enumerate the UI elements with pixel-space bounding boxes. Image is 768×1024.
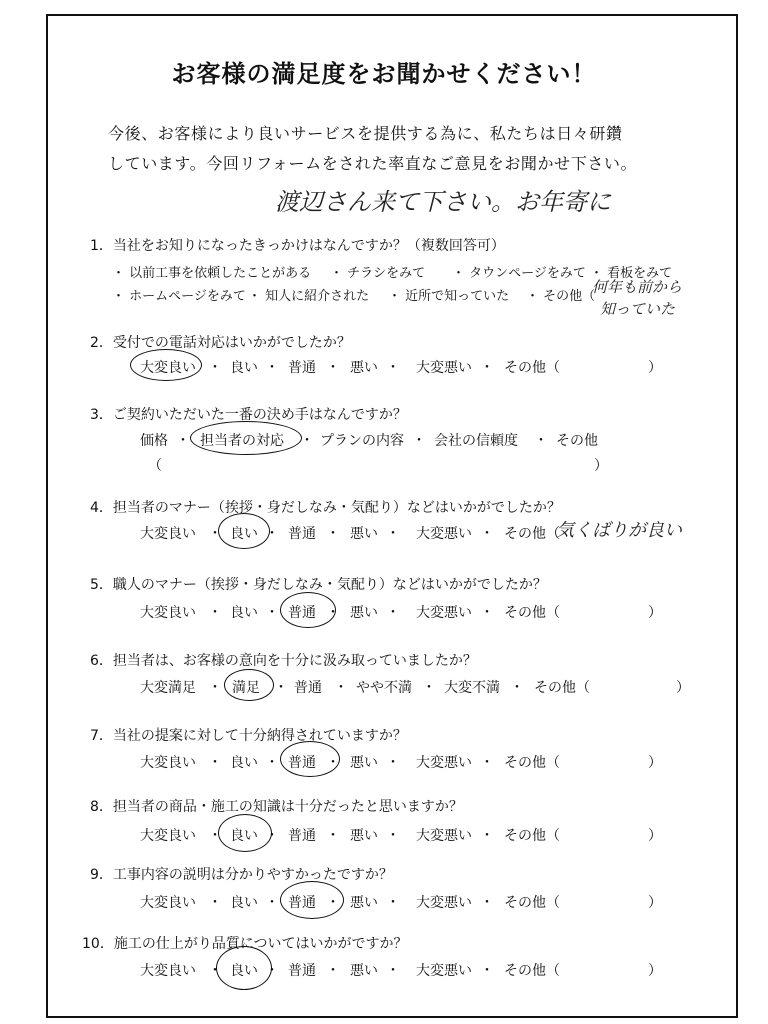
q2-option-normal[interactable]: 普通 <box>288 360 316 376</box>
q1-option-previous-work[interactable]: ・ 以前工事を依頼したことがある <box>112 266 312 281</box>
separator: ・ <box>412 433 426 449</box>
separator: ・ <box>265 526 279 542</box>
q10-option-bad[interactable]: 悪い <box>350 963 378 979</box>
q7-option-other[interactable]: その他（ <box>504 755 560 771</box>
q6-option-somewhat-dissatisfied[interactable]: やや不満 <box>356 680 412 696</box>
separator: ・ <box>480 755 494 771</box>
separator: ・ <box>480 963 494 979</box>
question-9-label: 9．工事内容の説明は分かりやすかったですか？ <box>90 867 393 883</box>
q4-option-normal[interactable]: 普通 <box>288 526 316 542</box>
separator: ・ <box>510 680 524 696</box>
q9-option-bad[interactable]: 悪い <box>350 895 378 911</box>
question-2-label: 2．受付での電話対応はいかがでしたか？ <box>90 335 351 351</box>
q4-option-very-bad[interactable]: 大変悪い <box>416 526 472 542</box>
q4-handwritten-other: 気くばりが良い <box>556 520 682 541</box>
q1-option-acquaintance[interactable]: ・ 知人に紹介された <box>248 289 370 304</box>
q8-option-normal[interactable]: 普通 <box>288 828 316 844</box>
q4-option-very-good[interactable]: 大変良い <box>140 526 196 542</box>
q2-option-good[interactable]: 良い <box>230 360 258 376</box>
q3-option-trust[interactable]: 会社の信頼度 <box>434 433 518 449</box>
separator: ・ <box>326 895 340 911</box>
separator: ・ <box>480 360 494 376</box>
q1-option-other[interactable]: ・ その他（ <box>526 289 596 304</box>
separator: ・ <box>300 433 314 449</box>
close-paren: ） <box>648 755 662 771</box>
q9-option-very-bad[interactable]: 大変悪い <box>416 895 472 911</box>
q5-option-bad[interactable]: 悪い <box>350 605 378 621</box>
separator: ・ <box>480 526 494 542</box>
separator: ・ <box>386 360 400 376</box>
q7-option-very-bad[interactable]: 大変悪い <box>416 755 472 771</box>
question-10-label: 10．施工の仕上がり品質についてはいかがですか？ <box>82 936 408 952</box>
q3-selection-circle <box>190 421 302 455</box>
separator: ・ <box>265 963 279 979</box>
q3-option-other[interactable]: その他 <box>556 433 598 449</box>
close-paren: ） <box>648 828 662 844</box>
separator: ・ <box>386 526 400 542</box>
q5-option-very-good[interactable]: 大変良い <box>140 605 196 621</box>
q9-selection-circle <box>280 881 344 919</box>
q2-option-other[interactable]: その他（ <box>504 360 560 376</box>
question-5-label: 5．職人のマナー（挨拶・身だしなみ・気配り）などはいかがでしたか？ <box>90 577 547 593</box>
intro-line-2: しています。今回リフォームをされた率直なご意見をお聞かせ下さい。 <box>108 154 638 173</box>
q5-option-very-bad[interactable]: 大変悪い <box>416 605 472 621</box>
separator: ・ <box>326 360 340 376</box>
separator: ・ <box>386 963 400 979</box>
question-3-label: 3．ご契約いただいた一番の決め手はなんですか？ <box>90 407 407 423</box>
separator: ・ <box>326 755 340 771</box>
q4-option-good[interactable]: 良い <box>230 526 258 542</box>
q9-option-other[interactable]: その他（ <box>504 895 560 911</box>
separator: ・ <box>265 828 279 844</box>
close-paren: ） <box>648 605 662 621</box>
separator: ・ <box>208 680 222 696</box>
q9-option-normal[interactable]: 普通 <box>288 895 316 911</box>
separator: ・ <box>274 680 288 696</box>
q2-option-very-good[interactable]: 大変良い <box>140 360 196 376</box>
q1-handwritten-other-1: 何年も前から <box>592 278 683 296</box>
q1-option-flyer[interactable]: ・ チラシをみて <box>330 266 426 281</box>
q6-option-satisfied[interactable]: 満足 <box>232 680 260 696</box>
separator: ・ <box>176 433 190 449</box>
q8-option-very-good[interactable]: 大変良い <box>140 828 196 844</box>
q1-option-signboard[interactable]: ・ 看板をみて <box>590 266 673 281</box>
q3-option-price[interactable]: 価格 <box>140 433 168 449</box>
q10-option-very-good[interactable]: 大変良い <box>140 963 196 979</box>
q9-option-good[interactable]: 良い <box>230 895 258 911</box>
q2-selection-circle <box>130 349 202 381</box>
separator: ・ <box>326 963 340 979</box>
separator: ・ <box>480 605 494 621</box>
q5-option-other[interactable]: その他（ <box>504 605 560 621</box>
q2-option-very-bad[interactable]: 大変悪い <box>416 360 472 376</box>
q6-option-other[interactable]: その他（ <box>534 680 590 696</box>
q10-option-other[interactable]: その他（ <box>504 963 560 979</box>
q10-option-normal[interactable]: 普通 <box>288 963 316 979</box>
q1-option-town-page[interactable]: ・ タウンページをみて <box>452 266 586 281</box>
q8-selection-circle <box>218 814 272 852</box>
question-8-label: 8．担当者の商品・施工の知識は十分だったと思いますか？ <box>90 799 463 815</box>
close-paren: ） <box>676 680 690 696</box>
separator: ・ <box>208 605 222 621</box>
separator: ・ <box>480 895 494 911</box>
separator: ・ <box>208 963 222 979</box>
q10-selection-circle <box>216 946 272 990</box>
q7-selection-circle <box>280 741 340 777</box>
separator: ・ <box>208 755 222 771</box>
open-paren: （ <box>148 458 162 474</box>
separator: ・ <box>326 605 340 621</box>
q10-option-very-bad[interactable]: 大変悪い <box>416 963 472 979</box>
separator: ・ <box>208 828 222 844</box>
handwritten-note-top: 渡辺さん来て下さい。お年寄に <box>275 188 611 216</box>
q7-option-very-good[interactable]: 大変良い <box>140 755 196 771</box>
close-paren: ） <box>648 895 662 911</box>
q7-option-bad[interactable]: 悪い <box>350 755 378 771</box>
q5-selection-circle <box>280 592 336 628</box>
question-1-label: 1．当社をお知りになったきっかけはなんですか？（複数回答可） <box>90 238 505 254</box>
q7-option-normal[interactable]: 普通 <box>288 755 316 771</box>
separator: ・ <box>386 828 400 844</box>
separator: ・ <box>208 360 222 376</box>
q8-option-good[interactable]: 良い <box>230 828 258 844</box>
separator: ・ <box>422 680 436 696</box>
survey-title: お客様の満足度をお聞かせください！ <box>171 60 597 88</box>
q1-handwritten-other-2: 知っていた <box>600 300 676 318</box>
q4-option-bad[interactable]: 悪い <box>350 526 378 542</box>
q4-option-other[interactable]: その他（ <box>504 526 560 542</box>
q5-option-good[interactable]: 良い <box>230 605 258 621</box>
close-paren: ） <box>648 360 662 376</box>
q5-option-normal[interactable]: 普通 <box>288 605 316 621</box>
q9-option-very-good[interactable]: 大変良い <box>140 895 196 911</box>
separator: ・ <box>480 828 494 844</box>
separator: ・ <box>208 526 222 542</box>
q10-option-good[interactable]: 良い <box>230 963 258 979</box>
separator: ・ <box>386 755 400 771</box>
question-6-label: 6．担当者は、お客様の意向を十分に汲み取っていましたか？ <box>90 653 477 669</box>
q8-option-very-bad[interactable]: 大変悪い <box>416 828 472 844</box>
separator: ・ <box>386 605 400 621</box>
separator: ・ <box>265 895 279 911</box>
separator: ・ <box>326 526 340 542</box>
separator: ・ <box>326 828 340 844</box>
intro-line-1: 今後、お客様により良いサービスを提供する為に、私たちは日々研鑽 <box>108 124 623 143</box>
separator: ・ <box>265 605 279 621</box>
q3-option-plan[interactable]: プランの内容 <box>320 433 404 449</box>
q1-option-neighborhood[interactable]: ・ 近所で知っていた <box>388 289 510 304</box>
question-7-label: 7．当社の提案に対して十分納得されていますか？ <box>90 728 407 744</box>
separator: ・ <box>265 755 279 771</box>
q6-selection-circle <box>224 669 274 701</box>
q2-option-bad[interactable]: 悪い <box>350 360 378 376</box>
q7-option-good[interactable]: 良い <box>230 755 258 771</box>
q4-selection-circle <box>218 513 270 549</box>
separator: ・ <box>334 680 348 696</box>
q8-option-bad[interactable]: 悪い <box>350 828 378 844</box>
q6-option-normal[interactable]: 普通 <box>294 680 322 696</box>
question-4-label: 4．担当者のマナー（挨拶・身だしなみ・気配り）などはいかがでしたか？ <box>90 500 561 516</box>
q1-option-homepage[interactable]: ・ ホームページをみて <box>112 289 246 304</box>
separator: ・ <box>534 433 548 449</box>
q3-option-staff-response[interactable]: 担当者の対応 <box>200 433 284 449</box>
separator: ・ <box>386 895 400 911</box>
separator: ・ <box>208 895 222 911</box>
q8-option-other[interactable]: その他（ <box>504 828 560 844</box>
q6-option-very-dissatisfied[interactable]: 大変不満 <box>444 680 500 696</box>
close-paren: ） <box>594 458 608 474</box>
q6-option-very-satisfied[interactable]: 大変満足 <box>140 680 196 696</box>
close-paren: ） <box>648 963 662 979</box>
separator: ・ <box>265 360 279 376</box>
